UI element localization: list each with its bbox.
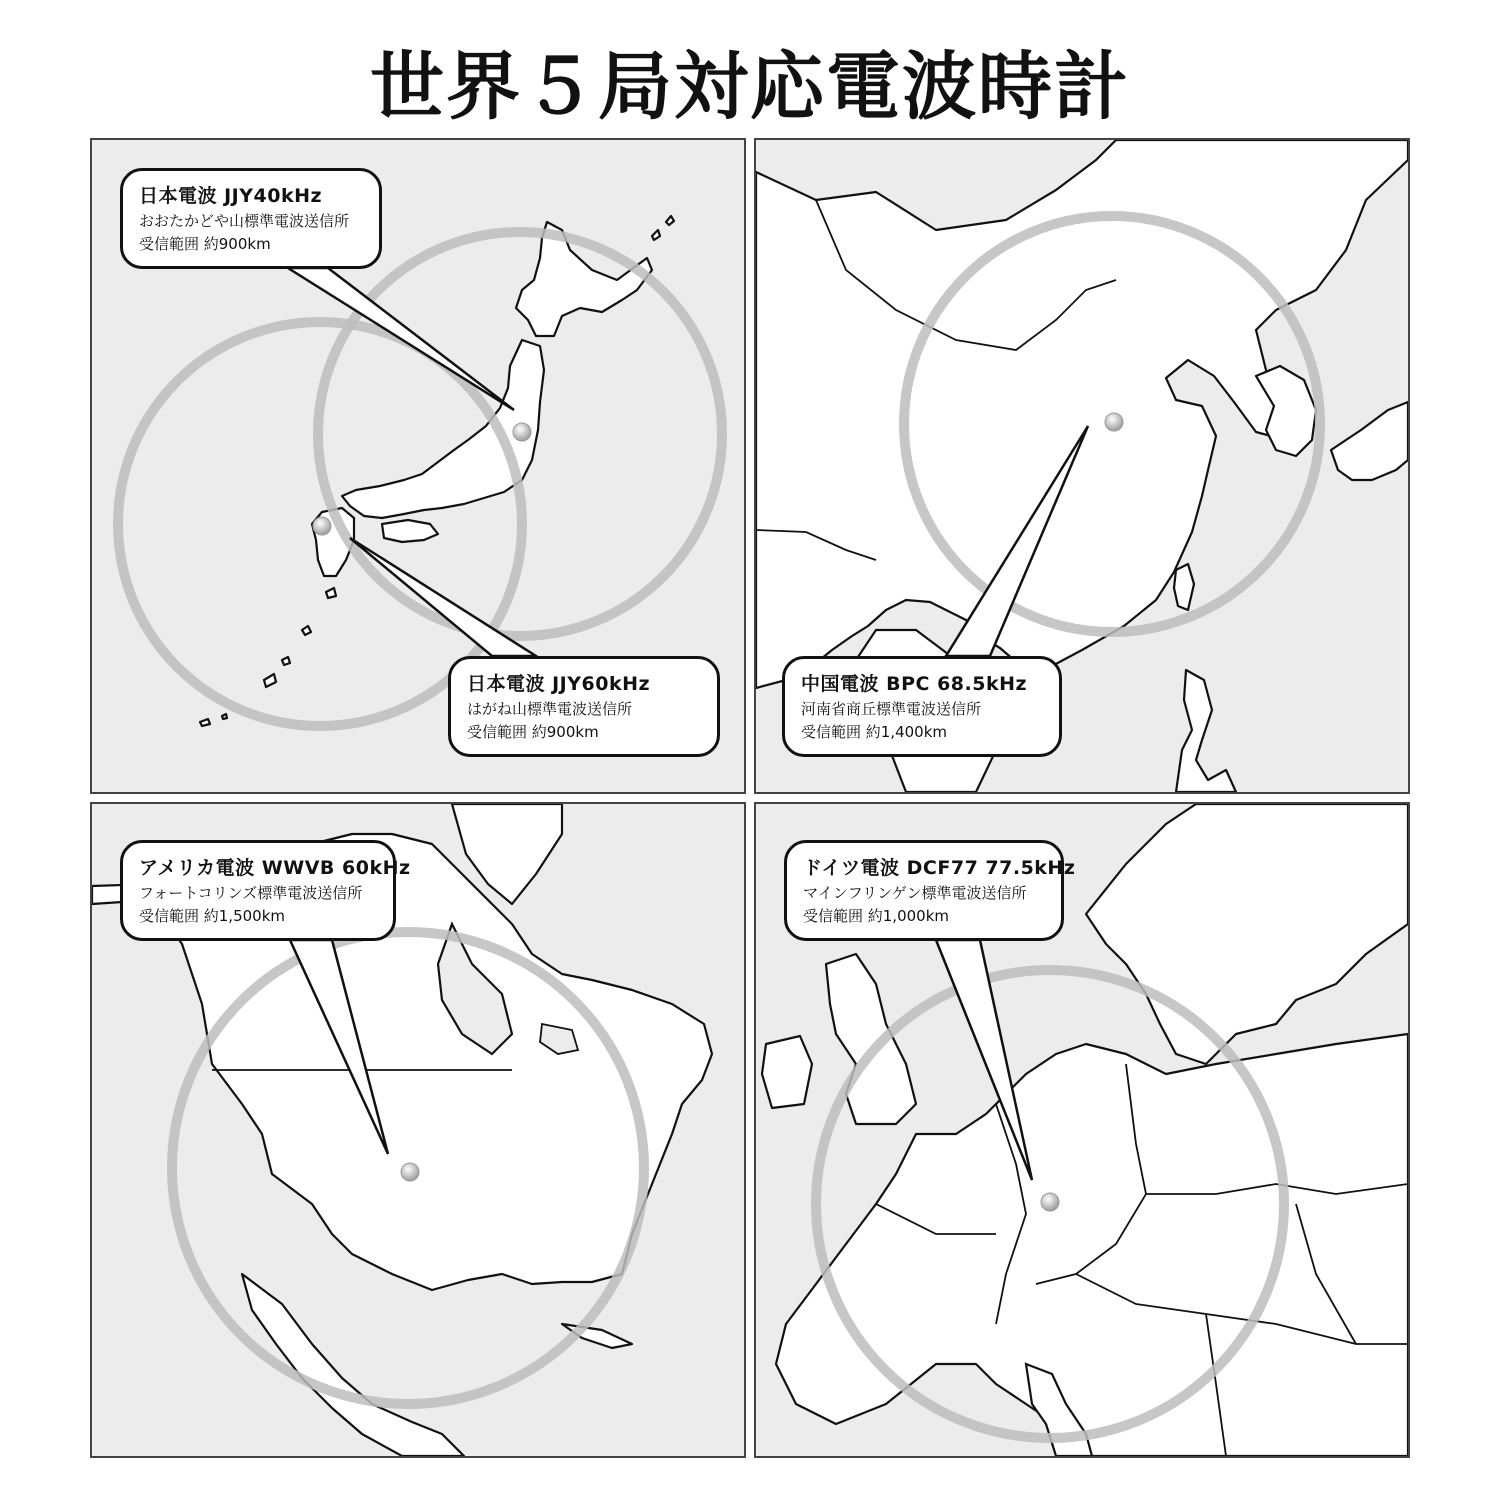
callout-range: 受信範囲 約1,500km [139, 907, 286, 925]
japan [1331, 402, 1408, 480]
callout-station: フォートコリンズ標準電波送信所 [139, 884, 363, 902]
callout-range: 受信範囲 約900km [139, 235, 271, 253]
page-title: 世界５局対応電波時計 [370, 44, 1130, 130]
callout-dcf77 [784, 840, 1076, 941]
callout-bpc [782, 656, 1062, 757]
ireland [762, 1036, 812, 1108]
callout-jjy60 [448, 656, 720, 757]
callout-range: 受信範囲 約1,400km [801, 723, 948, 741]
callout-wwvb [120, 840, 411, 941]
callout-heading: 日本電波 JJY60kHz [467, 673, 651, 695]
transmitter-dot-jjy40 [513, 423, 531, 441]
callout-range: 受信範囲 約900km [467, 723, 599, 741]
callout-station: 河南省商丘標準電波送信所 [801, 700, 982, 718]
transmitter-dot-wwvb [401, 1163, 419, 1181]
map-panel-germany [754, 802, 1410, 1458]
map-panel-usa [90, 802, 746, 1458]
shikoku [382, 520, 438, 542]
transmitter-dot-dcf77 [1041, 1193, 1059, 1211]
callout-range: 受信範囲 約1,000km [803, 907, 950, 925]
map-panel-china [754, 138, 1410, 794]
transmitter-dot-jjy60 [313, 517, 331, 535]
callout-heading: アメリカ電波 WWVB 60kHz [139, 857, 411, 879]
callout-station: マインフリンゲン標準電波送信所 [803, 884, 1027, 902]
callout-heading: ドイツ電波 DCF77 77.5kHz [803, 857, 1076, 879]
scandinavia [1086, 804, 1408, 1064]
callout-heading: 日本電波 JJY40kHz [139, 185, 323, 207]
callout-station: おおたかどや山標準電波送信所 [139, 212, 350, 230]
map-panel-japan [90, 138, 746, 794]
taiwan [1174, 564, 1194, 610]
transmitter-dot-bpc [1105, 413, 1123, 431]
callout-station: はがね山標準電波送信所 [467, 700, 633, 718]
callout-heading: 中国電波 BPC 68.5kHz [801, 673, 1028, 695]
callout-jjy40 [120, 168, 382, 269]
